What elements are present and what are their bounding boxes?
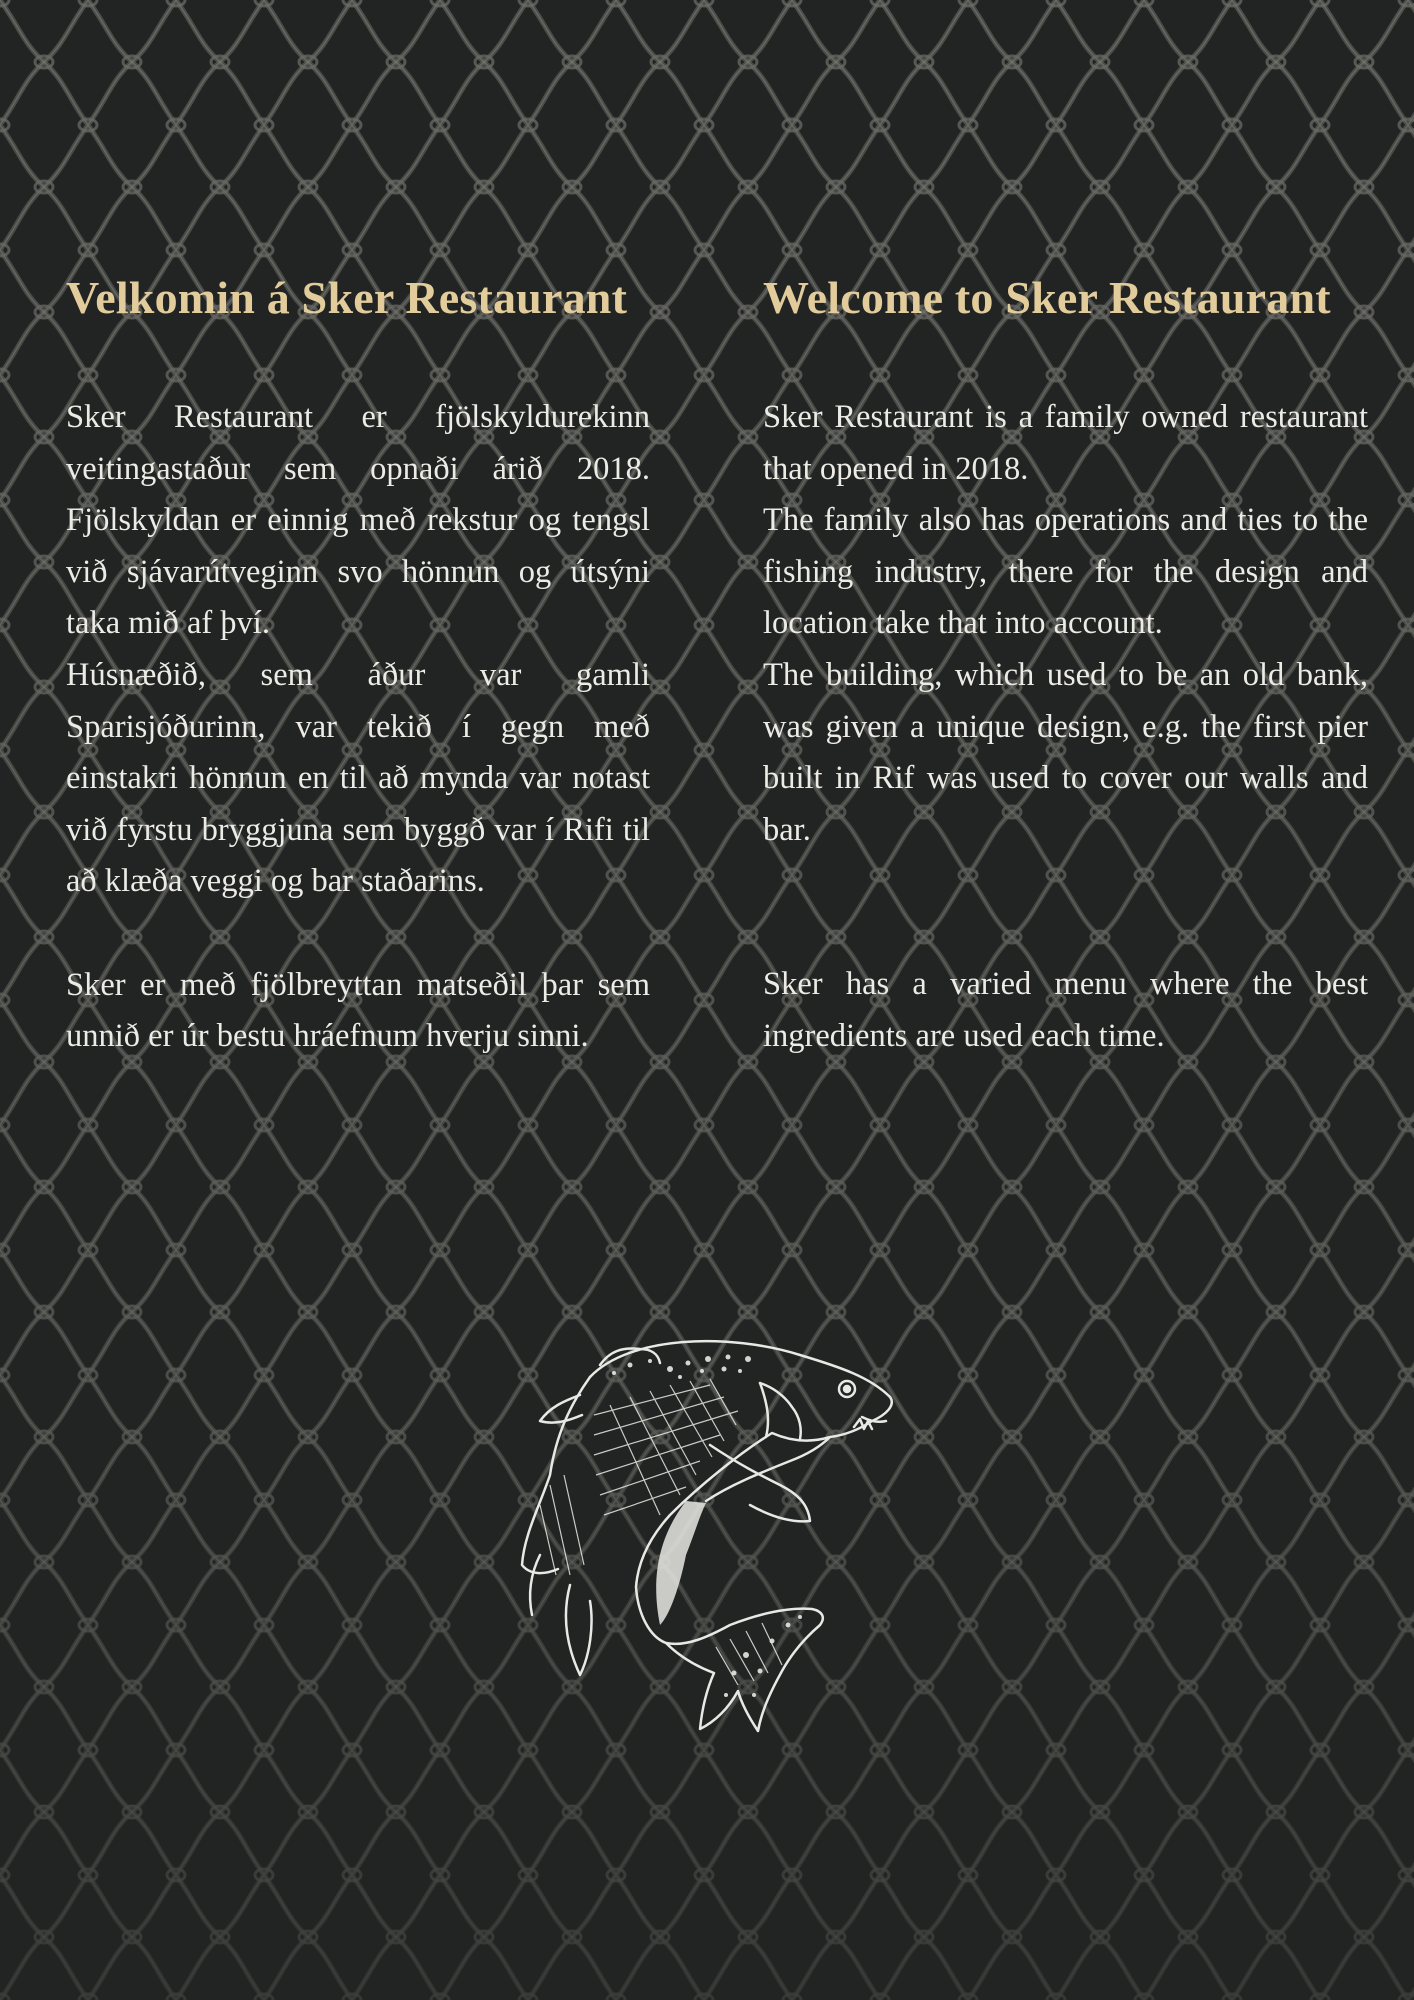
- icelandic-column: [66, 268, 650, 1063]
- english-paragraph-menu: Sker has a varied menu where the best ingredients are used each time.: [763, 966, 1368, 1054]
- icelandic-paragraph-intro: Sker Restaurant er fjölskyldurekinn veitingastaður sem opnaði árið 2018. Fjölskyldan er einnig með rekstur og tengsl við sjávarútveginn svo hönnun og útsýni taka mið af því.: [66, 399, 650, 642]
- leaping-fish-icon: [510, 1325, 910, 1755]
- english-paragraph-fishing: The family also has operations and ties to the fishing industry, there for the design and location take that into account.: [763, 502, 1368, 642]
- english-column: [763, 268, 1368, 1063]
- icelandic-heading: Velkomin á Sker Restaurant: [66, 272, 628, 323]
- english-heading: Welcome to Sker Restaurant: [763, 272, 1331, 323]
- icelandic-paragraph-building: Húsnæðið, sem áður var gamli Sparisjóðurinn, var tekið í gegn með einstakri hönnun en til að mynda var notast við fyrstu bryggjuna sem byggð var í Rifi til að klæða veggi og bar staðarins.: [66, 656, 650, 900]
- english-paragraph-building: The building, which used to be an old bank, was given a unique design, e.g. the first pier built in Rif was used to cover our walls and bar.: [763, 656, 1368, 848]
- english-paragraph-intro: Sker Restaurant is a family owned restaurant that opened in 2018.: [763, 399, 1368, 487]
- icelandic-paragraph-menu: Sker er með fjölbreyttan matseðil þar sem unnið er úr bestu hráefnum hverju sinni.: [66, 966, 650, 1055]
